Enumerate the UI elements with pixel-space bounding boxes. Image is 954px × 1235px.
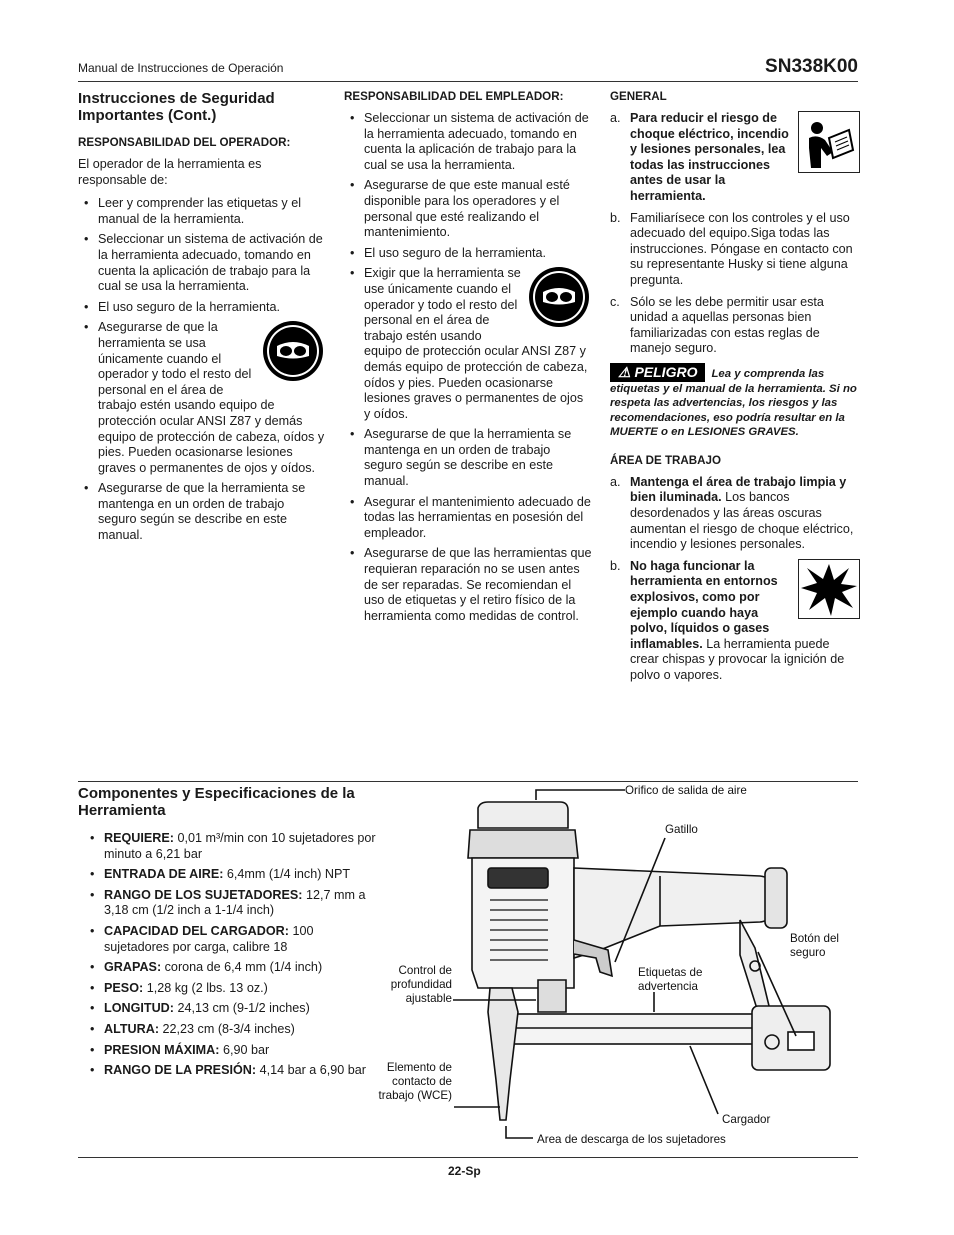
list-item: • El uso seguro de la herramienta.	[344, 246, 592, 262]
list-item: • Asegurarse de que la herramienta se mantenga en un orden de trabajo seguro según se describe en este manual.	[344, 427, 592, 489]
danger-warning: ⚠ PELIGRO Lea y comprenda las etiquetas y el manual de la herramienta. Si no respeta las advertencias, los riesgos y las recomendaciones, eso podría resultar en la MUERTE o en LESIONES GRAVES.	[610, 363, 857, 439]
label-trigger: Gatillo	[665, 823, 698, 836]
list-item: a. Mantenga el área de trabajo limpia y bien iluminada. Los bancos desordenados y las áreas oscuras aumentan el riesgo de choque eléctrico, incendio y lesiones personales.	[610, 474, 854, 552]
model-number: SN338K00	[765, 56, 858, 77]
employer-title: RESPONSABILIDAD DEL EMPLEADOR:	[344, 90, 564, 103]
work-area-title: ÁREA DE TRABAJO	[610, 453, 722, 467]
goggles-icon	[262, 320, 324, 382]
general-column	[610, 90, 860, 690]
list-item: b. No haga funcionar la herramienta en entornos explosivos, como por ejemplo cuando haya polvo, líquidos o gases inflamables. La herramienta puede crear chispas y provocar la ignición de polvo o vapores.	[610, 559, 860, 684]
list-item: • Seleccionar un sistema de activación de la herramienta adecuado, tomando en cuenta la aplicación de trabajo para la cual se usa la herramienta.	[344, 111, 592, 173]
manual-title: Manual de Instrucciones de Operación	[78, 61, 284, 75]
header-rule	[78, 81, 858, 82]
list-item: c. Sólo se les debe permitir usar esta unidad a aquellas personas bien familiarizadas con estas reglas de manejo seguro.	[610, 294, 824, 356]
operator-subtitle: RESPONSABILIDAD DEL OPERADOR:	[78, 136, 291, 149]
spec-item: • CAPACIDAD DEL CARGADOR: 100 sujetadores por carga, calibre 18	[84, 924, 378, 955]
label-safety-button: Botón del seguro	[790, 932, 839, 959]
employer-column	[344, 90, 592, 629]
list-item: • El uso seguro de la herramienta.	[78, 300, 326, 316]
spec-item: • RANGO DE LA PRESIÓN: 4,14 bar a 6,90 bar	[84, 1063, 378, 1079]
general-list	[610, 111, 860, 357]
label-discharge: Area de descarga de los sujetadores	[537, 1133, 726, 1146]
operator-intro: El operador de la herramienta es responsable de:	[78, 157, 262, 187]
goggles-icon	[528, 266, 590, 328]
employer-list	[344, 111, 592, 624]
list-item: • Asegurarse de que las herramientas que requieran reparación no se usen antes de ser reparadas. Se recomiendan el uso de etiquetas y el retiro físico de la herramienta como medidas de control.	[344, 546, 592, 624]
operator-list	[78, 196, 326, 543]
spec-item: • PRESION MÁXIMA: 6,90 bar	[84, 1043, 378, 1059]
list-item: • Asegurarse de que este manual esté disponible para los operadores y el personal que esté realizando el mantenimiento.	[344, 178, 592, 240]
spec-item: • LONGITUD: 24,13 cm (9-1/2 inches)	[84, 1001, 378, 1017]
list-item: b. Familiarísece con los controles y el uso adecuado del equipo.Siga todas las instrucciones. Póngase en contacto con su representante Husky si tiene alguna pregunta.	[610, 210, 853, 287]
spec-item: • ALTURA: 22,23 cm (8-3/4 inches)	[84, 1022, 378, 1038]
page-number: 22-Sp	[448, 1164, 481, 1178]
list-item: • Seleccionar un sistema de activación de la herramienta adecuado, tomando en cuenta la aplicación de trabajo para la cual se usa la herramienta.	[78, 232, 326, 294]
spec-item: • RANGO DE LOS SUJETADORES: 12,7 mm a 3,18 cm (1/2 inch a 1-1/4 inch)	[84, 888, 378, 919]
list-item: • Asegurarse de que la herramienta se mantenga en un orden de trabajo seguro según se describe en este manual.	[78, 481, 326, 543]
read-manual-icon	[798, 111, 860, 173]
label-air-exhaust: Orifico de salida de aire	[625, 784, 747, 797]
general-title: GENERAL	[610, 90, 667, 103]
list-item: • Leer y comprender las etiquetas y el manual de la herramienta.	[78, 196, 326, 227]
explosion-icon	[798, 559, 860, 619]
section-title: Instrucciones de Seguridad Importantes (Cont.)	[78, 90, 275, 124]
danger-badge: ⚠ PELIGRO	[610, 363, 705, 382]
list-item: • Asegurarse de que la herramienta se usa únicamente cuando el operador y todo el resto del personal en el área de trabajo estén usando equipo de protección ocular ANSI Z87 y demás equipo de protección de cabeza, oídos y pies. Pueden ocasionarse lesiones graves o permanentes de ojos y oídos.	[78, 320, 326, 476]
specs-title: Componentes y Especificaciones de la Herramienta	[78, 785, 355, 819]
label-depth-control: Control de profundidad ajustable	[390, 964, 452, 1005]
footer-rule	[78, 1157, 858, 1158]
label-wce: Elemento de contacto de trabajo (WCE)	[378, 1061, 452, 1102]
work-area-list	[610, 475, 860, 684]
label-warning-labels: Etiquetas de advertencia	[638, 966, 703, 993]
specs-list	[78, 831, 378, 1079]
list-item: a. Para reducir el riesgo de choque eléctrico, incendio y lesiones personales, lea todas las instrucciones antes de usar la herramienta.	[610, 111, 860, 205]
list-item: • Asegurar el mantenimiento adecuado de todas las herramientas en posesión del empleador.	[344, 495, 592, 542]
spec-item: • PESO: 1,28 kg (2 lbs. 13 oz.)	[84, 981, 378, 997]
list-item: • Exigir que la herramienta se use únicamente cuando el operador y todo el resto del personal en el área de trabajo estén usando equipo de protección ocular ANSI Z87 y demás equipo de protección de cabeza, oídos y pies. Pueden ocasionarse lesiones graves o permanentes de ojos y oídos.	[344, 266, 592, 422]
label-magazine: Cargador	[722, 1113, 771, 1126]
operator-column	[78, 90, 326, 549]
spec-item: • GRAPAS: corona de 6,4 mm (1/4 inch)	[84, 960, 378, 976]
spec-item: • ENTRADA DE AIRE: 6,4mm (1/4 inch) NPT	[84, 867, 378, 883]
spec-item: • REQUIERE: 0,01 m³/min con 10 sujetadores por minuto a 6,21 bar	[84, 831, 378, 862]
specs-column	[78, 785, 378, 1084]
